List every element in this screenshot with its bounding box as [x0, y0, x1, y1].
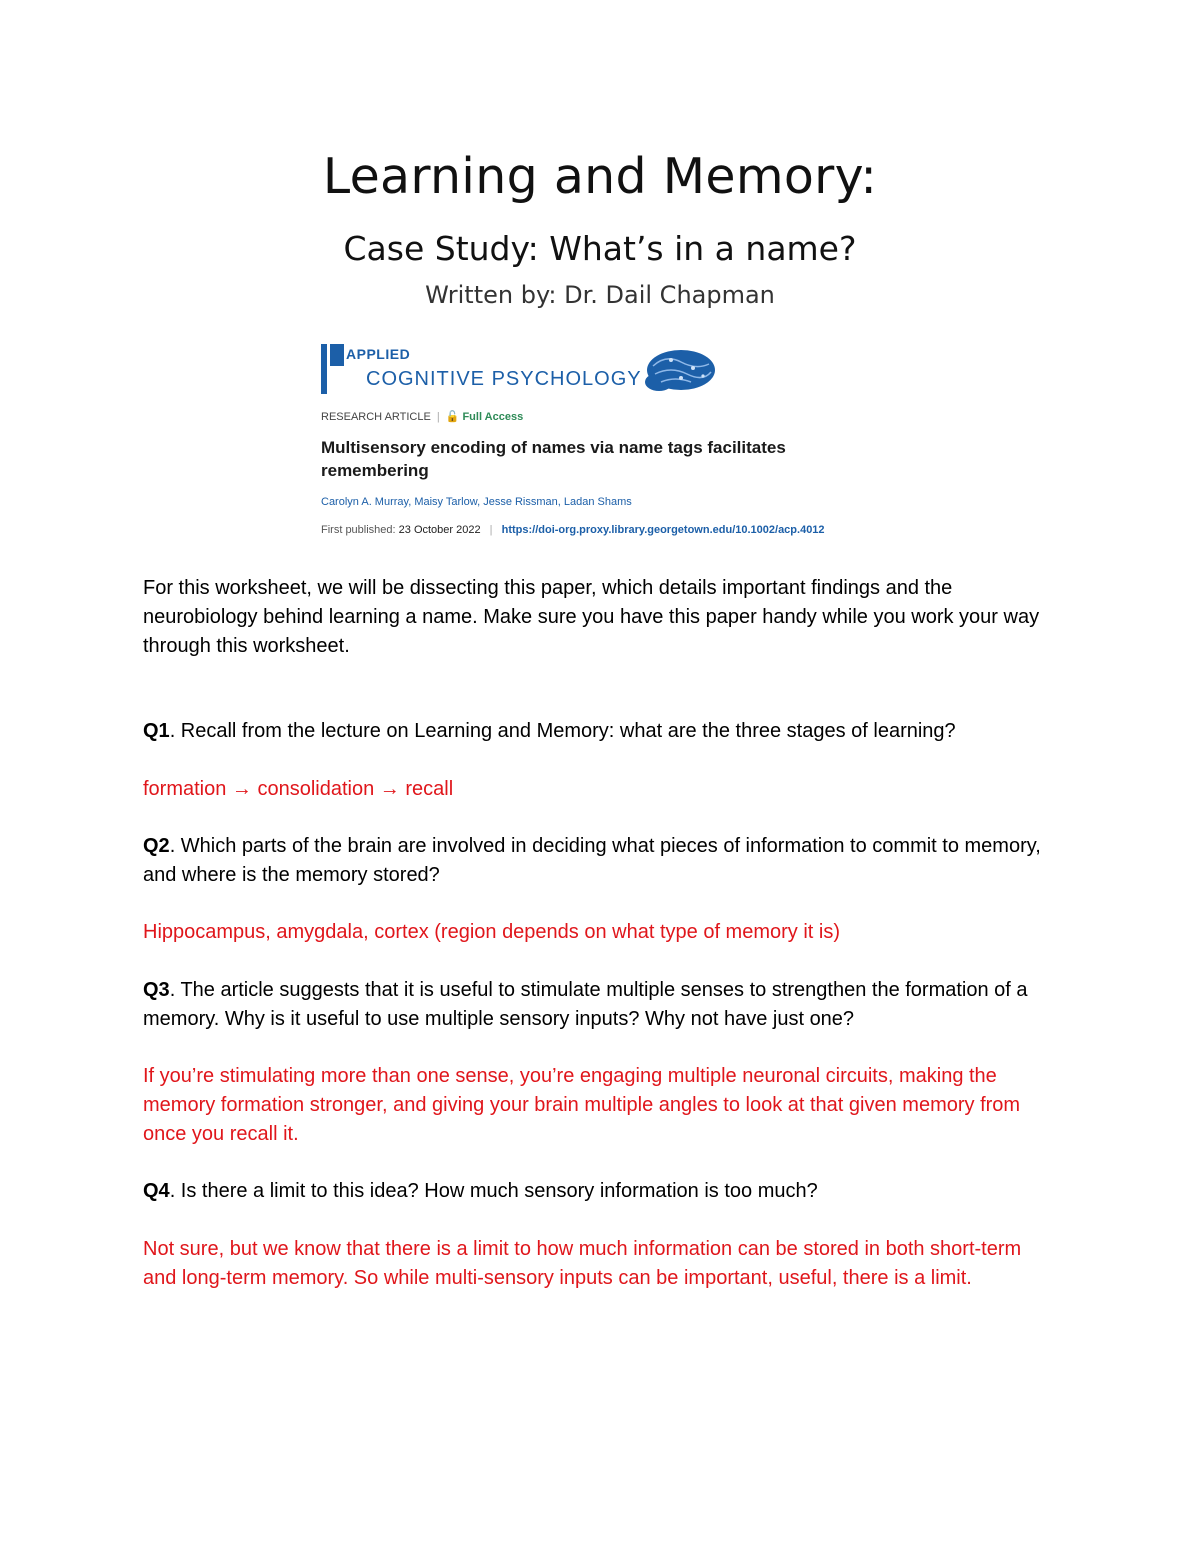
article-title: Multisensory encoding of names via name tags facilitates remembering	[321, 438, 786, 480]
article-authors: Carolyn A. Murray, Maisy Tarlow, Jesse Rissman, Ladan Shams	[321, 496, 632, 508]
question-label: Q3	[143, 979, 170, 1001]
intro-paragraph: For this worksheet, we will be dissecting this paper, which details important findings and the neurobiology behind learning a name. Make sure you have this paper handy while you work your way through this worksheet.	[143, 577, 1040, 657]
question-q3	[143, 976, 1058, 1034]
answer-q1: formation → consolidation → recall	[143, 778, 454, 800]
lock-icon: 🔓	[445, 411, 460, 423]
page-title: Learning and Memory:	[322, 148, 878, 205]
page-subtitle: Case Study: What’s in a name?	[343, 229, 857, 268]
question-text: . Is there a limit to this idea? How much sensory information is too much?	[169, 1180, 818, 1202]
question-q1	[143, 717, 1058, 746]
question-q2	[143, 832, 1058, 890]
question-label: Q4	[143, 1180, 170, 1202]
answer-q2: Hippocampus, amygdala, cortex (region depends on what type of memory it is)	[143, 921, 841, 943]
question-text: . Which parts of the brain are involved in deciding what pieces of information to commit to memory, and where is the memory stored?	[143, 835, 1041, 886]
author-line: Written by: Dr. Dail Chapman	[425, 281, 775, 309]
question-text: . The article suggests that it is useful to stimulate multiple senses to strengthen the formation of a memory. Why is it useful to use multiple sensory inputs? Why not have just one?	[143, 979, 1028, 1030]
question-label: Q1	[143, 720, 170, 742]
journal-name-top: APPLIED	[346, 346, 411, 362]
publication-info: First published: 23 October 2022 | https://doi-org.proxy.library.georgetown.edu/10.1002/acp.4012	[321, 524, 825, 536]
article-meta: RESEARCH ARTICLE | 🔓 Full Access	[321, 411, 524, 423]
doi-link[interactable]: https://doi-org.proxy.library.georgetown.edu/10.1002/acp.4012	[501, 524, 825, 536]
published-label: First published:	[321, 524, 396, 536]
journal-logo-bar	[321, 344, 327, 394]
brain-logo-icon	[641, 346, 717, 398]
question-text: . Recall from the lecture on Learning and Memory: what are the three stages of learning?	[169, 720, 956, 742]
answer-q3: If you’re stimulating more than one sense, you’re engaging multiple neuronal circuits, making the memory formation stronger, and giving your brain multiple angles to look at that given memory from once you recall it.	[143, 1065, 1021, 1145]
journal-article-header	[316, 334, 876, 549]
journal-logo-block	[330, 344, 344, 366]
article-type: RESEARCH ARTICLE	[321, 411, 431, 423]
answer-q4: Not sure, but we know that there is a limit to how much information can be stored in both short-term and long-term memory. So while multi-sensory inputs can be important, useful, there is a limit.	[143, 1238, 1022, 1289]
question-label: Q2	[143, 835, 170, 857]
full-access-badge: Full Access	[462, 411, 524, 423]
published-date: 23 October 2022	[398, 524, 481, 536]
question-q4	[143, 1177, 1058, 1206]
journal-name-bottom: COGNITIVE PSYCHOLOGY	[366, 368, 642, 390]
